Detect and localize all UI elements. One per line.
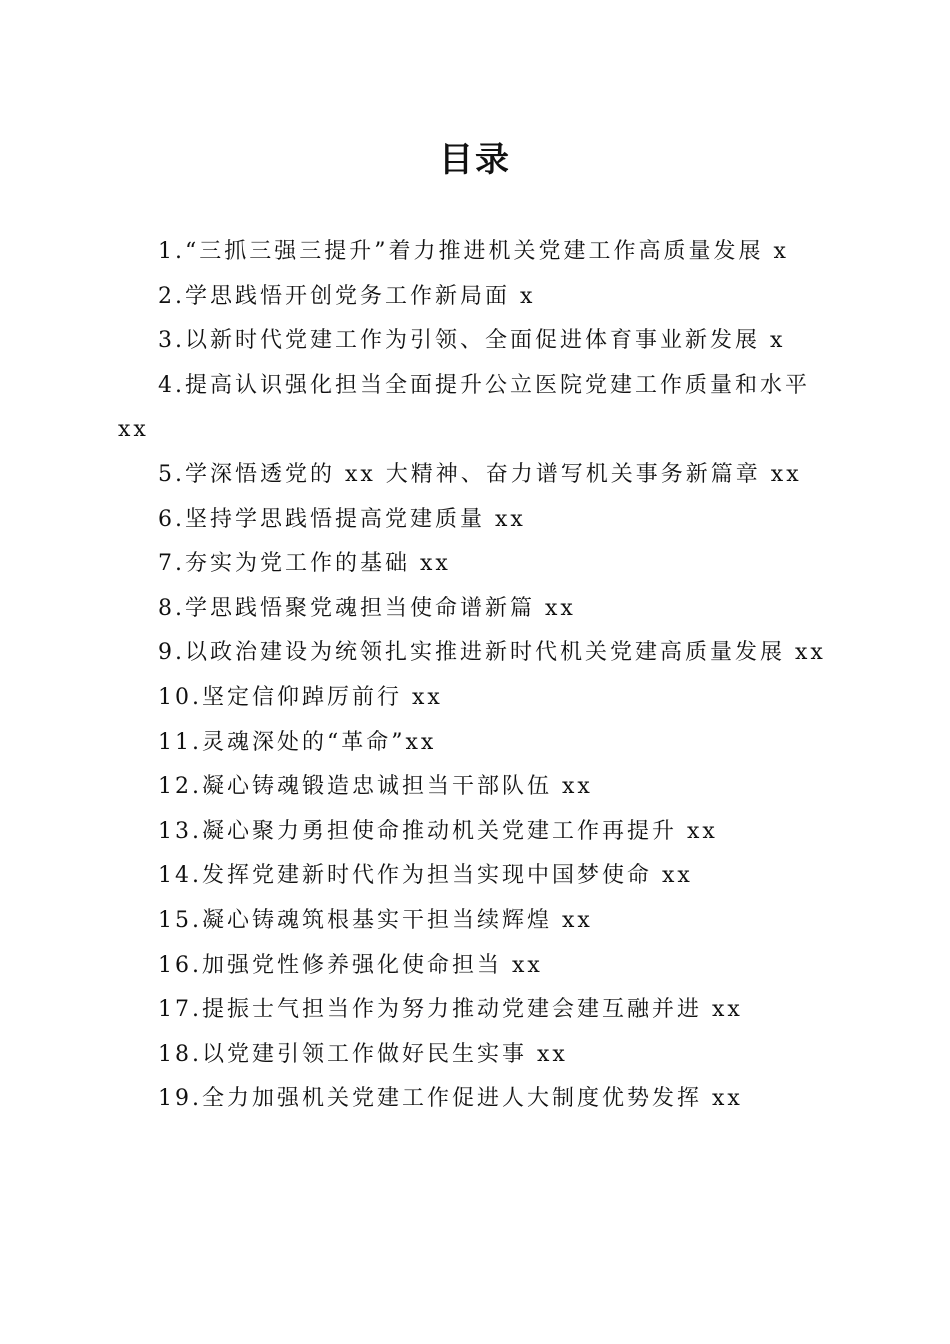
table-of-contents bbox=[118, 230, 830, 1122]
toc-item-5: 5.学深悟透党的 xx 大精神、奋力谱写机关事务新篇章 xx bbox=[158, 461, 802, 487]
toc-item-2: 2.学思践悟开创党务工作新局面 x bbox=[158, 283, 536, 309]
toc-item-15: 15.凝心铸魂筑根基实干担当续辉煌 xx bbox=[158, 907, 593, 933]
toc-item-11: 11.灵魂深处的“革命”xx bbox=[158, 729, 437, 755]
toc-item-14: 14.发挥党建新时代作为担当实现中国梦使命 xx bbox=[158, 863, 693, 889]
toc-item-6: 6.坚持学思践悟提高党建质量 xx bbox=[158, 506, 526, 532]
page-title: 目录 bbox=[439, 140, 511, 180]
toc-item-9: 9.以政治建设为统领扎实推进新时代机关党建高质量发展 xx bbox=[158, 640, 826, 666]
toc-item-16: 16.加强党性修养强化使命担当 xx bbox=[158, 952, 543, 978]
toc-item-4: 4.提高认识强化担当全面提升公立医院党建工作质量和水平 xx bbox=[118, 372, 810, 443]
toc-item-17: 17.提振士气担当作为努力推动党建会建互融并进 xx bbox=[158, 997, 743, 1023]
toc-item-1: 1.“三抓三强三提升”着力推进机关党建工作高质量发展 x bbox=[158, 239, 789, 264]
toc-item-13: 13.凝心聚力勇担使命推动机关党建工作再提升 xx bbox=[158, 818, 718, 844]
toc-item-3: 3.以新时代党建工作为引领、全面促进体育事业新发展 x bbox=[158, 328, 786, 354]
toc-item-7: 7.夯实为党工作的基础 xx bbox=[158, 551, 451, 577]
toc-item-8: 8.学思践悟聚党魂担当使命谱新篇 xx bbox=[158, 595, 576, 621]
toc-item-19: 19.全力加强机关党建工作促进人大制度优势发挥 xx bbox=[158, 1086, 743, 1112]
toc-item-18: 18.以党建引领工作做好民生实事 xx bbox=[158, 1041, 568, 1067]
toc-item-10: 10.坚定信仰踔厉前行 xx bbox=[158, 684, 443, 710]
toc-item-12: 12.凝心铸魂锻造忠诚担当干部队伍 xx bbox=[158, 774, 593, 800]
